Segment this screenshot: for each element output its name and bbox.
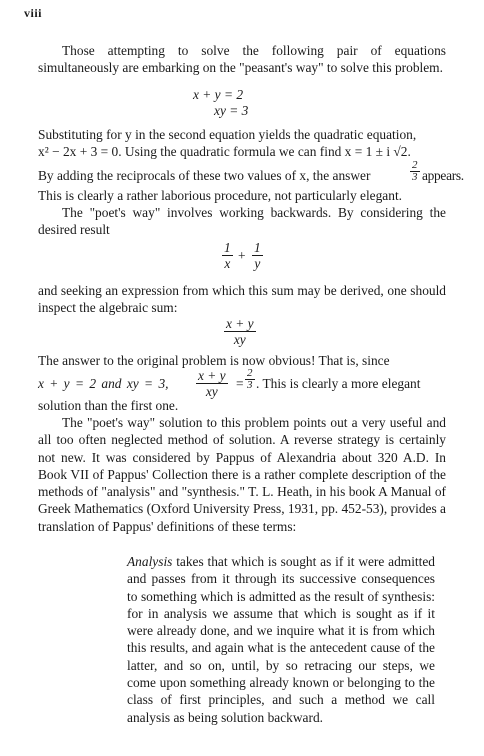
answer-line-3: solution than the first one. xyxy=(38,398,179,413)
quote-body: takes that which is sought as if it were admitted and passes from it through its successive consequences to something which is admitted as the result of synthesis: for in analysis we assume that which is sought as if it were already done, and we inquire what it is from which this results, and again what is the antecedent cause of the latter, and so on, until, by so retracing our steps, we come upon something already known or belonging to the class of first principles, and such a method we call analysis as being solution backward. xyxy=(127,554,435,725)
answer-sum-fraction xyxy=(196,368,228,399)
fraction-numerator: 1 xyxy=(254,240,261,255)
fraction-numerator: x + y xyxy=(198,368,226,383)
fraction-denominator: 3 xyxy=(412,171,418,183)
pappus-quote xyxy=(127,553,435,726)
equation-sum: x + y = 2 xyxy=(193,87,244,102)
answer-line-2-end: . This is clearly a more elegant xyxy=(256,376,421,391)
equation-product: xy = 3 xyxy=(214,103,249,118)
fraction-denominator: xy xyxy=(205,384,218,399)
fraction-denominator: 3 xyxy=(247,379,253,391)
quote-lead-word: Analysis xyxy=(127,554,173,569)
poets-way-paragraph: The "poet's way" involves working backwards. By considering the desired result xyxy=(38,205,446,238)
substitution-line-2: x² − 2x + 3 = 0. Using the quadratic formula we can find x = 1 ± i √2. xyxy=(38,144,411,159)
algebraic-sum-fraction xyxy=(224,316,256,347)
pappus-paragraph: The "poet's way" solution to this problem points out a very useful and all too often neglected method of solution. A reverse strategy is certainly not new. It was considered by Pappus of Alexandria about 320 A.D. In Book VII of Pappus' Collection there is a rather complete description of the methods of "analysis" and "synthesis." T. L. Heath, in his book A Manual of Greek Mathematics (Oxford University Press, 1931, pp. 452-53), provides a translation of Pappus' definitions of these terms: xyxy=(38,415,446,534)
seeking-paragraph: and seeking an expression from which this sum may be derived, one should inspect the algebraic sum: xyxy=(38,283,446,316)
answer-two-thirds xyxy=(245,368,255,391)
two-thirds-fraction xyxy=(410,160,420,183)
fraction-denominator: y xyxy=(254,256,261,271)
fraction-numerator: 1 xyxy=(224,240,231,255)
equals-sign: = xyxy=(236,376,244,391)
page-number: viii xyxy=(24,6,43,20)
answer-given-equations: x + y = 2 and xy = 3, xyxy=(38,376,169,391)
reciprocal-line xyxy=(38,167,370,184)
reciprocal-x-fraction xyxy=(222,240,233,271)
fraction-numerator: x + y xyxy=(226,316,254,331)
fraction-denominator: xy xyxy=(233,332,246,347)
reciprocal-line-text: By adding the reciprocals of these two values of x, the answer xyxy=(38,168,371,183)
fraction-numerator: 2 xyxy=(247,367,253,379)
fraction-numerator: 2 xyxy=(412,159,418,171)
substitution-line-1: Substituting for y in the second equation yields the quadratic equation, xyxy=(38,127,417,142)
answer-line-1: The answer to the original problem is now obvious! That is, since xyxy=(38,353,390,368)
intro-paragraph: Those attempting to solve the following pair of equations simultaneously are embarking on the "peasant's way" to solve this problem. xyxy=(38,43,446,76)
reciprocal-y-fraction xyxy=(252,240,263,271)
appears-word: appears. xyxy=(422,168,464,183)
fraction-denominator: x xyxy=(224,256,231,271)
answer-line-2-start xyxy=(38,375,169,392)
plus-sign: + xyxy=(238,248,246,263)
laborious-line: This is clearly a rather laborious procedure, not particularly elegant. xyxy=(38,188,403,203)
